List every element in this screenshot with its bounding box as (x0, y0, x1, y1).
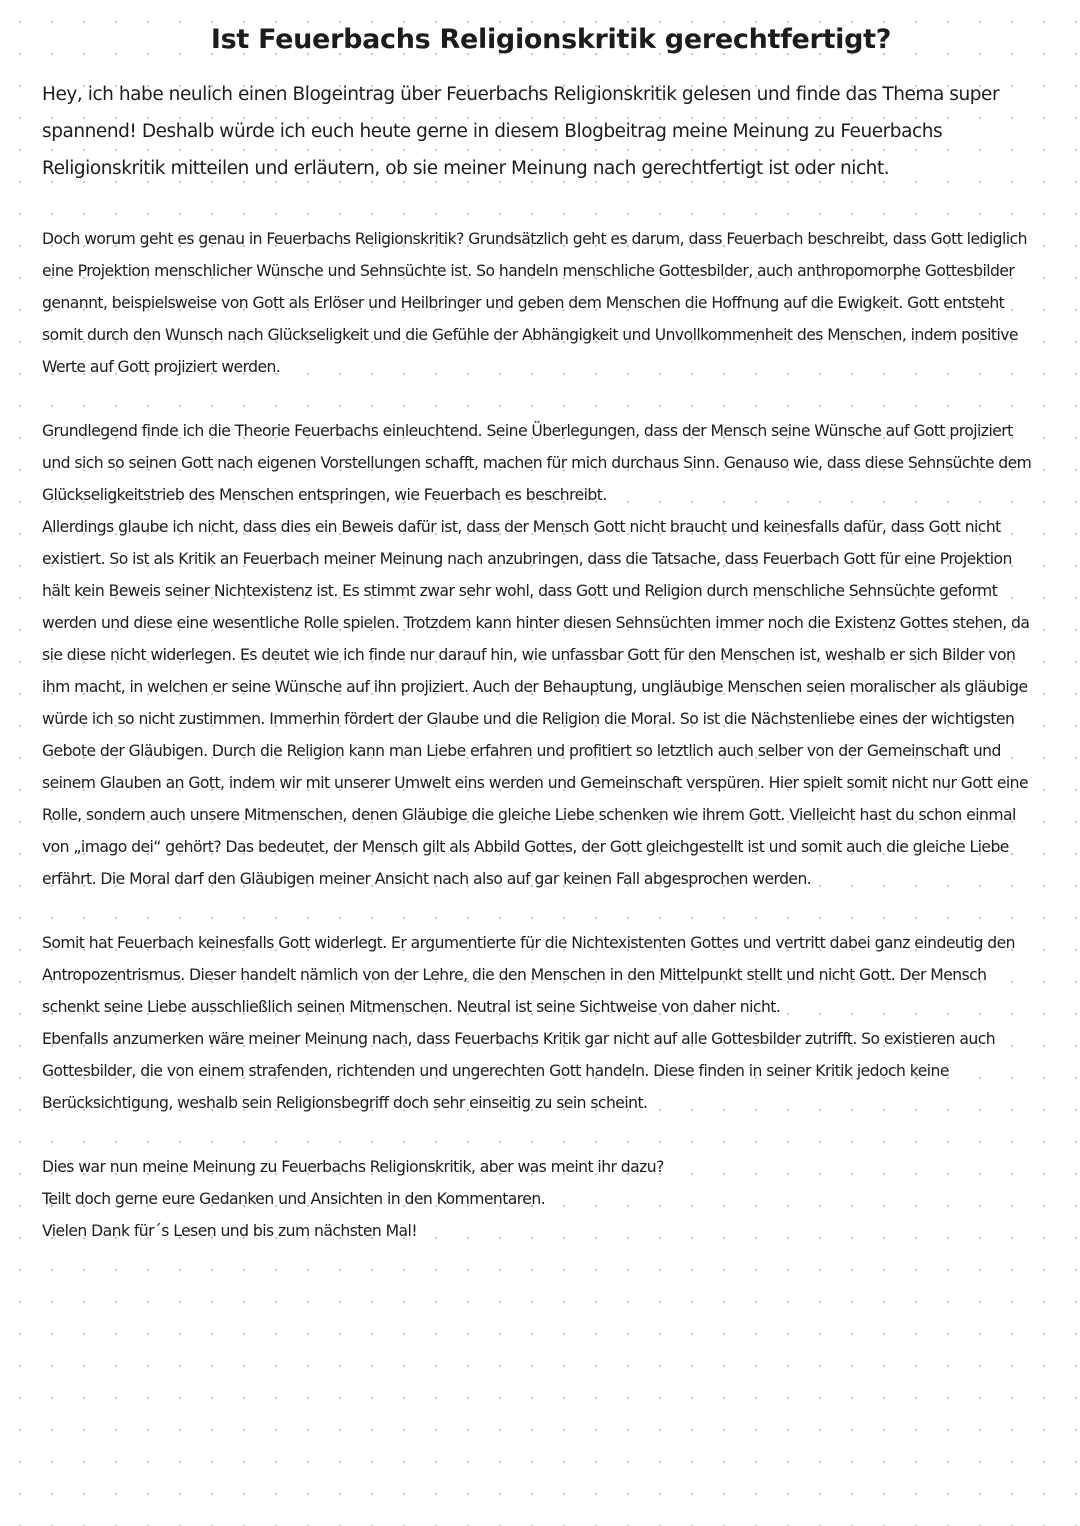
document-title: Ist Feuerbachs Religionskritik gerechtfertigt? (210, 24, 892, 55)
document-page (42, 18, 1042, 1247)
paragraph-further-critique: Ebenfalls anzumerken wäre meiner Meinung nach, dass Feuerbachs Kritik gar nicht auf alle Gottesbilder zutrifft. So existieren auch Gottesbilder, die von einem strafenden, richtenden und ungerechten Gott handeln. Diese finden in seiner Kritik jedoch keine Berücksichtigung, weshalb sein Religionsbegriff doch sehr einseitig zu sein scheint. (42, 1030, 996, 1112)
sign-off: Vielen Dank für´s Lesen und bis zum nächsten Mal! (42, 1222, 418, 1240)
intro-paragraph: Hey, ich habe neulich einen Blogeintrag über Feuerbachs Religionskritik gelesen und finde das Thema super spannend! Deshalb würde ich euch heute gerne in diesem Blogbeitrag meine Meinung zu Feuerbachs Religionskritik mitteilen und erläutern, ob sie meiner Meinung nach gerechtfertigt ist oder nicht. (42, 84, 1000, 179)
closing-invite: Teilt doch gerne eure Gedanken und Ansichten in den Kommentaren. (42, 1190, 546, 1208)
paragraph-critique: Allerdings glaube ich nicht, dass dies ein Beweis dafür ist, dass der Mensch Gott nicht braucht und keinesfalls dafür, dass Gott nicht existiert. So ist als Kritik an Feuerbach meiner Meinung nach anzubringen, dass die Tatsache, dass Feuerbach Gott für eine Projektion hält kein Beweis seiner Nichtexistenz ist. Es stimmt zwar sehr wohl, dass Gott und Religion durch menschliche Sehnsüchte geformt werden und diese eine wesentliche Rolle spielen. Trotzdem kann hinter diesen Sehnsüchten immer noch die Existenz Gottes stehen, da sie diese nicht widerlegen. Es deutet wie ich finde nur darauf hin, wie unfassbar Gott für den Menschen ist, weshalb er sich Bilder von ihm macht, in welchen er seine Wünsche auf ihn projiziert. Auch der Behauptung, ungläubige Menschen seien moralischer als gläubige würde ich so nicht zustimmen. Immerhin fördert der Glaube und die Religion die Moral. So ist die Nächstenliebe eines der wichtigsten Gebote der Gläubigen. Durch die Religion kann man Liebe erfahren und profitiert so letztlich auch selber von der Gemeinschaft und seinem Glauben an Gott, indem wir mit unserer Umwelt eins werden und Gemeinschaft verspüren. Hier spielt somit nicht nur Gott eine Rolle, sondern auch unsere Mitmenschen, denen Gläubige die gleiche Liebe schenken wie ihrem Gott. Vielleicht hast du schon einmal von „imago dei“ gehört? Das bedeutet, der Mensch gilt als Abbild Gottes, der Gott gleichgestellt ist und somit auch die gleiche Liebe erfährt. Die Moral darf den Gläubigen meiner Ansicht nach also auf gar keinen Fall abgesprochen werden. (42, 518, 1030, 888)
closing-question: Dies war nun meine Meinung zu Feuerbachs Religionskritik, aber was meint ihr dazu? (42, 1158, 664, 1176)
paragraph-agreement: Grundlegend finde ich die Theorie Feuerbachs einleuchtend. Seine Überlegungen, dass der Mensch seine Wünsche auf Gott projiziert und sich so seinen Gott nach eigenen Vorstellungen schafft, machen für mich durchaus Sinn. Genauso wie, dass diese Sehnsüchte dem Glückseligkeitstrieb des Menschen entspringen, wie Feuerbach es beschreibt. (42, 422, 1032, 504)
paragraph-conclusion: Somit hat Feuerbach keinesfalls Gott widerlegt. Er argumentierte für die Nichtexistenten Gottes und vertritt dabei ganz eindeutig den Antropozentrismus. Dieser handelt nämlich von der Lehre, die den Menschen in den Mittelpunkt stellt und nicht Gott. Der Mensch schenkt seine Liebe ausschließlich seinen Mitmenschen. Neutral ist seine Sichtweise von daher nicht. (42, 934, 1016, 1016)
paragraph-feuerbach-theory: Doch worum geht es genau in Feuerbachs Religionskritik? Grundsätzlich geht es darum, dass Feuerbach beschreibt, dass Gott lediglich eine Projektion menschlicher Wünsche und Sehnsüchte ist. So handeln menschliche Gottesbilder, auch anthropomorphe Gottesbilder genannt, beispielsweise von Gott als Erlöser und Heilbringer und geben dem Menschen die Hoffnung auf die Ewigkeit. Gott entsteht somit durch den Wunsch nach Glückseligkeit und die Gefühle der Abhängigkeit und Unvollkommenheit des Menschen, indem positive Werte auf Gott projiziert werden. (42, 230, 1027, 376)
